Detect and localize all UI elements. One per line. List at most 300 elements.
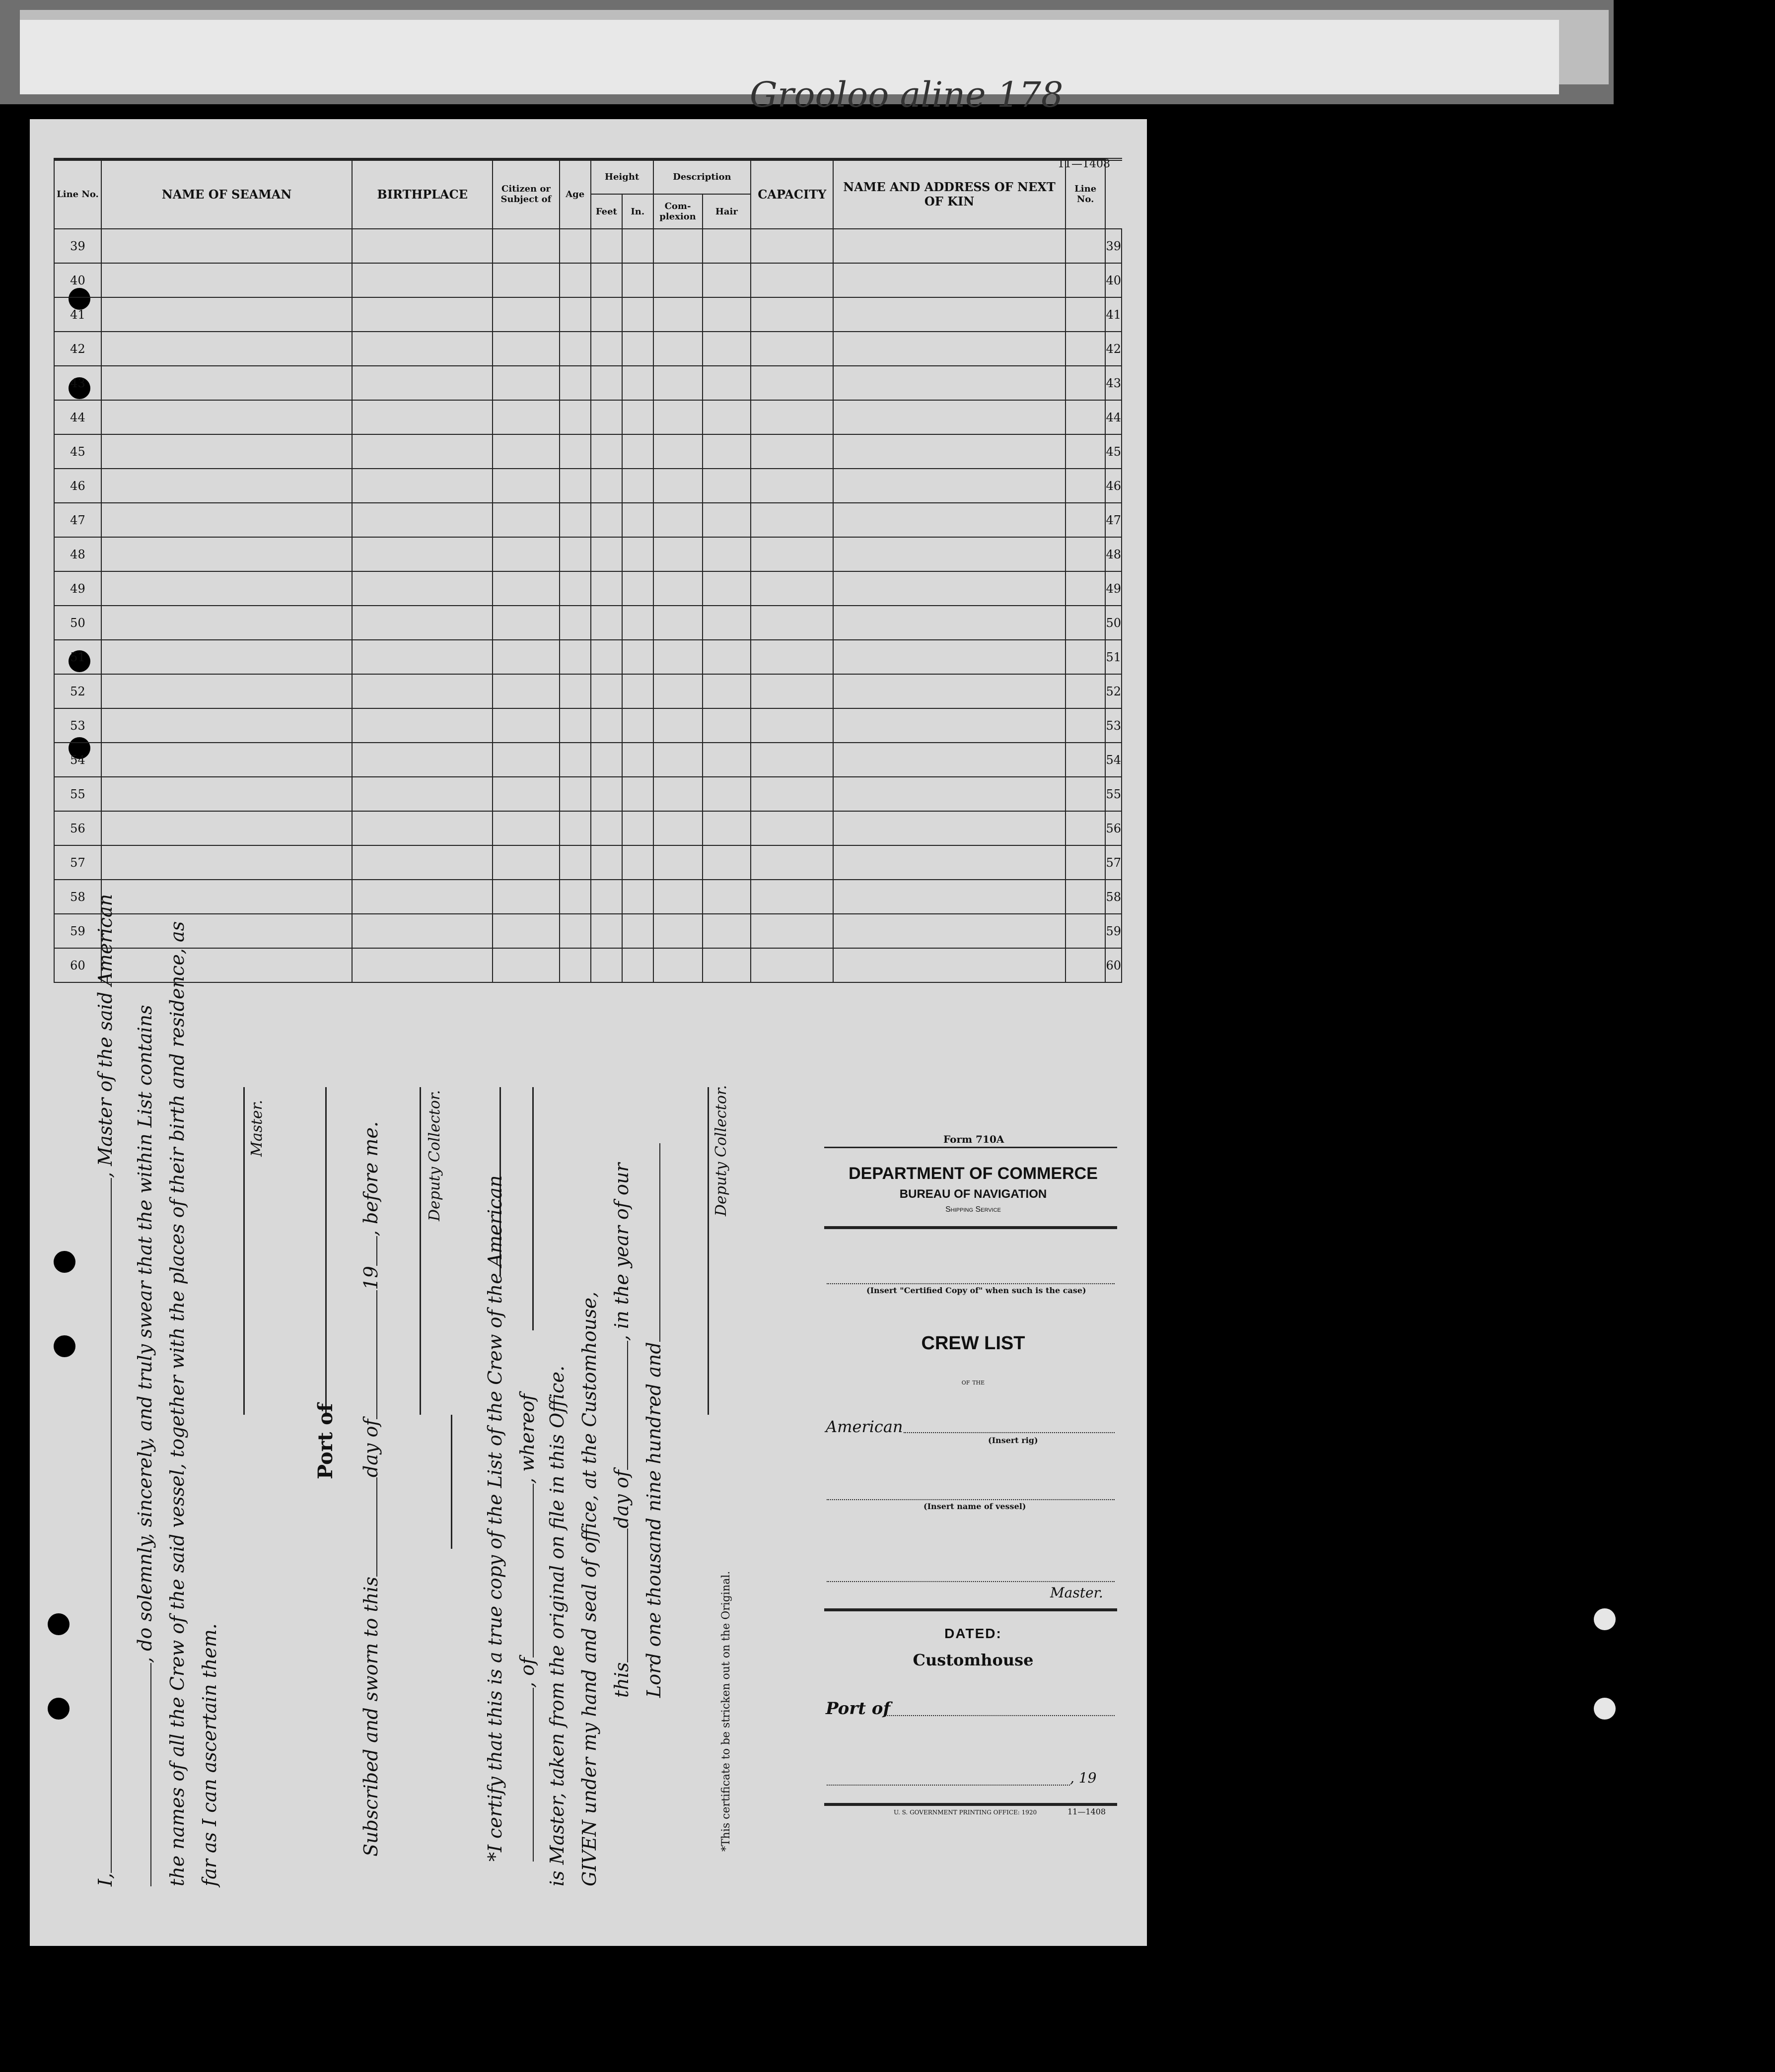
row-line-no: 43 [54,366,101,400]
bureau-title: BUREAU OF NAVIGATION [899,1187,1047,1201]
table-cell [493,914,560,948]
table-cell [101,708,353,743]
table-cell [703,606,751,640]
punch-hole [48,1613,70,1635]
table-cell [101,332,353,366]
table-cell [833,503,1065,537]
table-row [54,263,1122,297]
row-line-no: 58 [54,880,101,914]
table-cell [560,537,591,571]
table-cell [653,366,703,400]
row-line-no-right: 52 [1105,674,1122,708]
table-cell [703,674,751,708]
row-line-no-right: 54 [1105,743,1122,777]
row-line-no-right: 59 [1105,914,1122,948]
table-cell [653,263,703,297]
table-cell [493,845,560,880]
table-cell [560,777,591,811]
table-cell [352,914,493,948]
table-cell [833,571,1065,606]
table-cell [703,434,751,469]
table-cell [560,297,591,332]
certified-copy-line [827,1283,1115,1284]
table-cell [1065,674,1106,708]
table-cell [1065,845,1106,880]
table-cell [653,229,703,263]
table-cell [703,880,751,914]
table-cell [560,434,591,469]
table-cell [751,263,833,297]
table-cell [703,263,751,297]
table-cell [751,366,833,400]
table-cell [560,229,591,263]
header-name-of-seaman: NAME OF SEAMAN [101,159,353,229]
header-birthplace: BIRTHPLACE [352,159,493,229]
table-cell [493,229,560,263]
row-line-no: 60 [54,948,101,982]
header-line-no-right: Line No. [1065,159,1106,229]
table-row [54,469,1122,503]
table-cell [833,297,1065,332]
cert-line-5: thisday of, in the year of our [611,1163,633,1698]
table-cell [833,366,1065,400]
table-row [54,845,1122,880]
table-cell [560,948,591,982]
table-row [54,332,1122,366]
table-cell [653,571,703,606]
department-title: DEPARTMENT OF COMMERCE [849,1164,1098,1183]
oath-line-1: I,, Master of the said American [94,894,116,1886]
table-cell [751,434,833,469]
cover-rule [824,1608,1117,1611]
table-cell [493,948,560,982]
row-line-no: 53 [54,708,101,743]
table-cell [653,708,703,743]
table-cell [1065,571,1106,606]
row-line-no: 49 [54,571,101,606]
table-cell [560,400,591,434]
master-signature-line [243,1087,245,1415]
table-cell [833,743,1065,777]
table-cell [352,606,493,640]
table-cell [560,263,591,297]
table-cell [703,914,751,948]
table-cell [352,332,493,366]
table-cell [703,503,751,537]
table-cell [352,229,493,263]
table-cell [622,880,653,914]
oath-deputy-collector: Deputy Collector. [426,1090,443,1221]
table-cell [653,640,703,674]
row-line-no-right: 46 [1105,469,1122,503]
table-cell [560,332,591,366]
table-cell [751,845,833,880]
table-cell [493,880,560,914]
service-title: Shipping Service [945,1205,1001,1214]
table-cell [622,948,653,982]
row-line-no: 46 [54,469,101,503]
date-line [827,1785,1070,1786]
table-cell [1065,297,1106,332]
table-cell [622,914,653,948]
table-cell [560,606,591,640]
table-cell [101,263,353,297]
table-cell [101,366,353,400]
row-line-no: 48 [54,537,101,571]
table-row [54,948,1122,982]
table-cell [591,537,622,571]
row-line-no-right: 40 [1105,263,1122,297]
table-cell [591,948,622,982]
table-cell [493,640,560,674]
year-19-label: , 19 [1070,1770,1097,1786]
insert-certified-note: (Insert "Certified Copy of" when such is the case) [866,1286,1086,1295]
table-cell [493,297,560,332]
port-of-label: Port of [826,1699,891,1719]
table-cell [352,503,493,537]
table-cell [1065,434,1106,469]
table-cell [591,366,622,400]
master-label: Master. [1050,1585,1103,1601]
table-cell [560,640,591,674]
table-cell [622,263,653,297]
cert-line-1: *I certify that this is a true copy of the List of the Crew of the American [484,1175,506,1862]
table-cell [101,948,353,982]
table-cell [101,845,353,880]
table-cell [101,674,353,708]
row-line-no-right: 48 [1105,537,1122,571]
table-cell [560,708,591,743]
cert-line-2: , of, whereof [516,1394,538,1862]
table-cell [1065,880,1106,914]
table-cell [833,263,1065,297]
header-age: Age [560,159,591,229]
insert-rig-note: (Insert rig) [988,1436,1038,1445]
table-cell [622,777,653,811]
table-cell [622,845,653,880]
customhouse-label: Customhouse [913,1651,1034,1669]
punch-hole [48,1698,70,1720]
table-cell [622,297,653,332]
table-cell [833,640,1065,674]
port-line [325,1087,327,1415]
table-cell [1065,948,1106,982]
table-cell [591,571,622,606]
row-line-no: 52 [54,674,101,708]
table-cell [591,743,622,777]
table-cell [101,434,353,469]
master-name-line [827,1581,1115,1582]
table-cell [1065,332,1106,366]
table-cell [560,469,591,503]
american-label: American [826,1417,903,1436]
table-row [54,571,1122,606]
table-cell [703,537,751,571]
table-cell [101,606,353,640]
table-cell [1065,743,1106,777]
rig-line [904,1432,1115,1433]
crew-table [54,159,1122,983]
table-cell [833,537,1065,571]
table-cell [703,845,751,880]
table-row [54,674,1122,708]
table-cell [703,777,751,811]
table-cell [833,708,1065,743]
table-cell [833,332,1065,366]
header-next-of-kin: NAME AND ADDRESS OF NEXT OF KIN [833,159,1065,229]
oath-master-label: Master. [248,1100,266,1157]
background-handwriting: Grooloo aline 178 [750,74,1064,115]
oath-line-3: the names of all the Crew of the said vessel, together with the places of their birth and residence, as [166,921,188,1886]
table-cell [653,914,703,948]
table-cell [560,914,591,948]
table-cell [493,434,560,469]
table-cell [591,400,622,434]
form-code: 11—1408 [1058,158,1110,170]
header-citizen: Citizen or Subject of [493,159,560,229]
row-line-no: 51 [54,640,101,674]
table-cell [352,674,493,708]
table-cell [1065,777,1106,811]
table-cell [560,743,591,777]
table-cell [751,811,833,845]
table-cell [591,914,622,948]
header-description: Description [653,159,751,194]
header-capacity: CAPACITY [751,159,833,229]
table-cell [352,366,493,400]
table-cell [703,571,751,606]
row-line-no: 39 [54,229,101,263]
table-cell [1065,811,1106,845]
punch-hole [54,1251,75,1273]
table-cell [751,400,833,434]
table-cell [591,845,622,880]
row-line-no-right: 45 [1105,434,1122,469]
cert-line-6: Lord one thousand nine hundred and [643,1143,665,1698]
table-cell [493,263,560,297]
header-line-no: Line No. [54,159,101,229]
table-cell [622,229,653,263]
form-code-bottom: 11—1408 [1067,1807,1106,1816]
row-line-no: 44 [54,400,101,434]
table-cell [493,811,560,845]
port-line [884,1715,1115,1716]
table-cell [703,708,751,743]
table-cell [493,708,560,743]
table-cell [653,948,703,982]
cert-line-4: GIVEN under my hand and seal of office, at the Customhouse, [578,1291,600,1886]
table-cell [703,811,751,845]
row-line-no: 56 [54,811,101,845]
cover-rule [824,1803,1117,1806]
table-cell [622,708,653,743]
table-cell [751,606,833,640]
row-line-no: 42 [54,332,101,366]
table-cell [1065,914,1106,948]
table-cell [622,503,653,537]
table-cell [1065,263,1106,297]
table-cell [560,571,591,606]
table-cell [653,537,703,571]
row-line-no-right: 57 [1105,845,1122,880]
table-cell [751,880,833,914]
table-cell [653,434,703,469]
subscribed-line: Subscribed and sworn to thisday of19, before me. [360,1121,382,1857]
table-cell [703,297,751,332]
table-cell [751,743,833,777]
table-cell [591,640,622,674]
table-row [54,434,1122,469]
insert-vessel-note: (Insert name of vessel) [923,1502,1026,1511]
table-cell [751,571,833,606]
table-cell [591,434,622,469]
table-cell [1065,537,1106,571]
table-cell [560,880,591,914]
table-row [54,743,1122,777]
table-cell [352,845,493,880]
table-cell [493,366,560,400]
table-cell [703,640,751,674]
table-row [54,880,1122,914]
background-punch-hole [1594,1608,1616,1630]
row-line-no-right: 55 [1105,777,1122,811]
table-cell [352,811,493,845]
table-cell [833,948,1065,982]
row-line-no-right: 44 [1105,400,1122,434]
row-line-no: 40 [54,263,101,297]
table-cell [591,708,622,743]
table-cell [591,332,622,366]
table-cell [622,537,653,571]
table-row [54,400,1122,434]
table-row [54,229,1122,263]
table-cell [493,674,560,708]
table-cell [751,503,833,537]
row-line-no-right: 47 [1105,503,1122,537]
table-cell [751,297,833,332]
table-cell [591,297,622,332]
table-cell [653,777,703,811]
table-cell [703,948,751,982]
row-line-no-right: 49 [1105,571,1122,606]
table-cell [703,332,751,366]
table-cell [653,503,703,537]
table-cell [101,503,353,537]
table-cell [1065,606,1106,640]
table-cell [703,366,751,400]
table-cell [493,469,560,503]
cert-deputy-signature-line [708,1087,709,1415]
cert-deputy-collector: Deputy Collector. [712,1085,730,1216]
table-cell [622,366,653,400]
table-cell [560,674,591,708]
table-cell [352,948,493,982]
table-cell [622,400,653,434]
table-cell [591,674,622,708]
table-cell [352,640,493,674]
vessel-name-line [827,1499,1115,1500]
table-cell [622,469,653,503]
table-cell [493,743,560,777]
table-cell [352,743,493,777]
table-cell [591,229,622,263]
row-line-no-right: 53 [1105,708,1122,743]
table-cell [101,880,353,914]
row-line-no: 57 [54,845,101,880]
header-hair: Hair [703,194,751,229]
table-cell [352,880,493,914]
table-cell [352,263,493,297]
table-cell [751,469,833,503]
printing-office-note: U. S. GOVERNMENT PRINTING OFFICE: 1920 [894,1809,1037,1816]
table-cell [101,400,353,434]
table-cell [101,571,353,606]
table-cell [352,708,493,743]
table-cell [622,811,653,845]
table-cell [653,332,703,366]
row-line-no: 47 [54,503,101,537]
table-cell [751,777,833,811]
table-cell [352,537,493,571]
table-cell [622,434,653,469]
punch-hole [54,1335,75,1357]
oath-port-of: Port of [314,1403,337,1479]
table-row [54,537,1122,571]
table-cell [591,263,622,297]
table-cell [833,777,1065,811]
table-cell [751,229,833,263]
table-row [54,297,1122,332]
table-row [54,640,1122,674]
table-cell [703,400,751,434]
table-cell [1065,708,1106,743]
table-cell [591,606,622,640]
table-cell [751,332,833,366]
table-row [54,366,1122,400]
table-row [54,708,1122,743]
table-cell [560,503,591,537]
table-cell [653,811,703,845]
row-line-no: 41 [54,297,101,332]
divider-line [451,1415,452,1549]
table-cell [833,469,1065,503]
row-line-no-right: 39 [1105,229,1122,263]
table-row [54,503,1122,537]
table-cell [591,469,622,503]
table-cell [653,845,703,880]
row-line-no-right: 58 [1105,880,1122,914]
table-row [54,777,1122,811]
table-cell [653,400,703,434]
table-cell [833,674,1065,708]
table-cell [101,743,353,777]
row-line-no-right: 60 [1105,948,1122,982]
crew-list-title: CREW LIST [921,1333,1025,1354]
table-cell [751,708,833,743]
table-cell [622,606,653,640]
table-cell [833,845,1065,880]
table-cell [101,229,353,263]
oath-line-4: far as I can ascertain them. [199,1623,220,1886]
cert-whereof-line [532,1087,534,1330]
table-cell [591,503,622,537]
table-cell [833,606,1065,640]
table-cell [493,777,560,811]
table-cell [703,743,751,777]
table-cell [560,845,591,880]
table-cell [622,640,653,674]
background-punch-hole [1594,1698,1616,1720]
